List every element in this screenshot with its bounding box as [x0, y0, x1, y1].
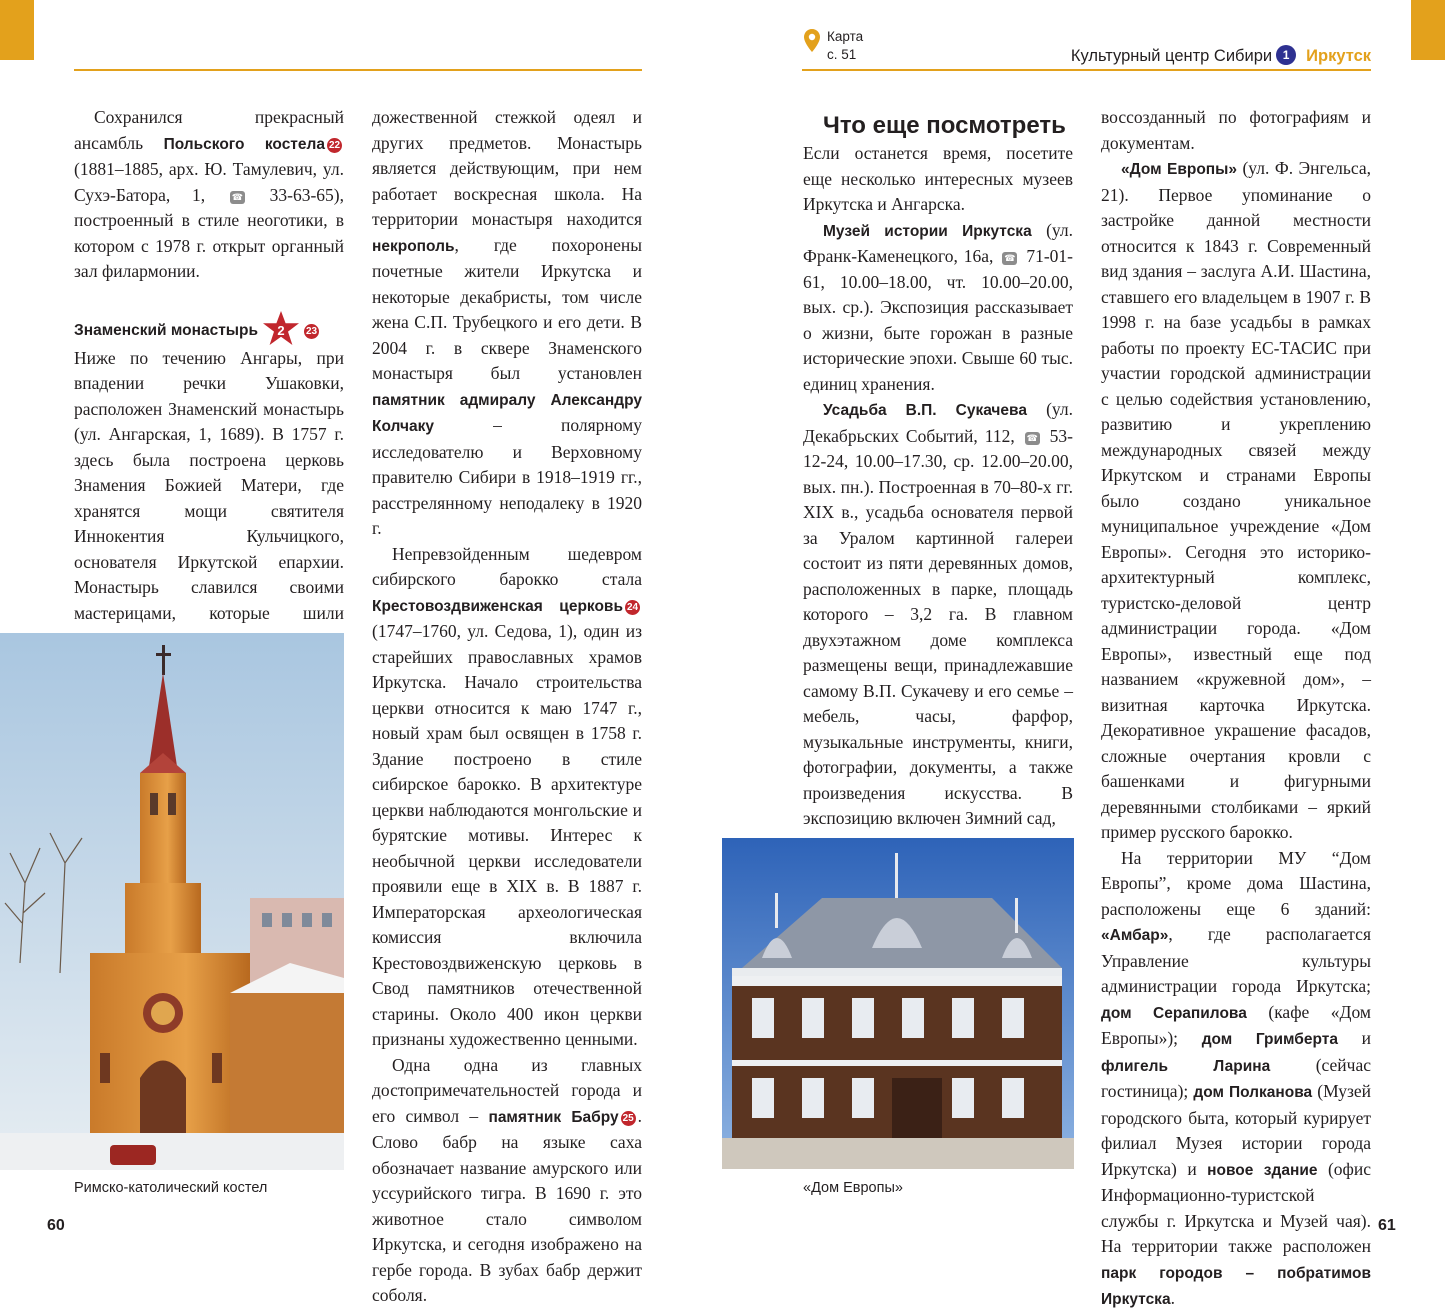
- mu-territory-paragraph: На территории МУ “Дом Европы”, кроме дома Шастина, расположены еще 6 зданий: «Амбар», где располагается Управление культуры администрации города Иркутска; дом Серапилова (кафе «Дом Европы»); дом Гримберта и флигель Ларина (сейчас гостиница); дом Полканова (Музей городского быта, который курирует филиал Музея истории города Иркутска) и новое здание (офис Информационно-туристской службы г. Иркутска и Музей чая). На территории также расположен парк городов – побратимов Иркутска.: [1101, 847, 1372, 1308]
- house-of-europe-paragraph: «Дом Европы» (ул. Ф. Энгельса, 21). Первое упоминание о застройке данной местности относится к 1843 г. Современный вид здания – заслуга А.И. Шастина, ставшего его владельцем в 1907 г. В 1998 г. на базе усадьбы в рамках работы по проекту ЕС-ТАСИС при участии городской администрации с целью содействия установлению, развитию и укреплению международных связей между Иркутском и странами Европы было создано уникальное муниципальное учреждение «Дом Европы». Сегодня это историко-архитектурный комплекс, туристско-деловой центр администрации города. «Дом Европы», известный еще под названием «кружевной дом», – визитная карточка Иркутска. Декоративное украшение фасадов, сложные очертания кровли с башенками и фигурными деревянными столбиками – яркий пример русского барокко.: [1101, 158, 1371, 842]
- map-marker-24: 24: [626, 601, 639, 613]
- serapilov-house-name: дом Серапилова: [1101, 1004, 1247, 1022]
- column-1: [74, 105, 344, 677]
- map-reference: [827, 28, 863, 64]
- map-page: с. 51: [827, 47, 857, 62]
- left-page-tab: [0, 0, 34, 60]
- sukachev-estate-name: Усадьба В.П. Сукачева: [823, 402, 1027, 419]
- left-photo-caption: Римско-католический костел: [74, 1180, 268, 1196]
- sukachev-paragraph: Усадьба В.П. Сукачева (ул. Декабрьских Событий, 112, ☎ 53-12-24, 10.00–17.30, ср. 12.00–20.00, вых. пн.). Построенная в 70–80-х гг. XIX в., усадьба основателя первой за Уралом картинной галереи состоит из пяти деревянных домов, расположенных в парке, площадь которого – 3,2 га. В главном двухэтажном доме комплекса размещены вещи, принадлежавшие самому В.П. Сукачеву и его семье – мебель, часы, фарфор, музыкальные инструменты, книги, фотографии, документы, а также произведения искусства. В экспозицию включен Зимний сад,: [803, 399, 1073, 828]
- larin-wing-name: флигель Ларина: [1101, 1057, 1271, 1075]
- left-header-rule: [74, 69, 642, 71]
- right-page-number: 61: [1378, 1217, 1396, 1234]
- section-header: [1071, 45, 1371, 66]
- catholic-church-photo: [0, 633, 344, 1170]
- right-photo-caption: «Дом Европы»: [803, 1180, 903, 1196]
- znamensky-heading: [74, 310, 344, 346]
- map-label: Карта: [827, 29, 864, 44]
- polkanov-house-name: дом Полканова: [1193, 1084, 1313, 1101]
- left-page-number: 60: [47, 1217, 65, 1234]
- monastery-continued-paragraph: дожественной стежкой одеял и других предметов. Монастырь является действующим, при нем работает воскресная школа. На территории монастыря находится некрополь, где похоронены почетные жители Иркутска и некоторые декабристы, том числе жена С.П. Трубецкого и его дети. В 2004 г. в сквере Знаменского монастыря был установлен памятник адмиралу Александру Колчаку – полярному исследователю и Верховному правителю Сибири в 1918–1919 гг., расстрелянному неподалеку в 1920 г.: [372, 107, 642, 538]
- krestovozdvizhenskaya-name: Крестовоздвиженская церковь: [372, 597, 623, 615]
- polish-church-name: Польского костела: [163, 135, 325, 153]
- necropolis-name: некрополь: [372, 237, 455, 255]
- column-4: [1101, 105, 1371, 1313]
- babr-monument-name: памятник Бабру: [488, 1108, 619, 1126]
- right-page-tab: [1411, 0, 1445, 60]
- twin-cities-park-name: парк городов – побратимов Иркутска: [1101, 1264, 1371, 1308]
- map-marker-22: 22: [328, 139, 341, 151]
- znamensky-paragraph: Ниже по течению Ангары, при впадении речки Ушаковки, расположен Знаменский монастырь (ул. Ангарская, 1, 1689). В 1757 г. здесь была построена церковь Знамения Божией Матери, где хранятся мощи святителя Иннокентия Кульчицкого, основателя Иркутской епархии. Монастырь славился своими мастерицами, которые шили: [74, 347, 344, 623]
- phone-icon: ☎: [1004, 253, 1016, 263]
- column-3: [803, 105, 1073, 832]
- winter-garden-continued: воссозданный по фотографиям и документам.: [1101, 107, 1371, 153]
- map-marker-23: 23: [305, 325, 318, 337]
- map-pin-icon: [803, 28, 821, 65]
- section-number-badge: 1: [1276, 45, 1296, 65]
- city-name: Иркутск: [1306, 47, 1371, 65]
- star-rating-icon: [262, 310, 300, 346]
- section-heading: Что еще посмотреть: [823, 112, 1066, 139]
- intro-paragraph: Если останется время, посетите еще несколько интересных музеев Иркутска и Ангарска.: [803, 143, 1073, 214]
- krestovozdvizhenskaya-paragraph: Непревзойденным шедевром сибирского барокко стала Крестовоздвиженская церковь 24 (1747–1760, ул. Седова, 1), один из старейших православных храмов Иркутска. Начало строительства церкви относится к маю 1747 г., новый храм был освящен в 1758 г. Здание построено в стиле сибирское барокко. В архитектуре церкви наблюдаются монгольские и бурятские мотивы. Интерес к необычной церкви исследователи проявили еще в XIX в. В 1887 г. Императорская археологическая комиссия включила Крестовоздвиженскую церковь в Свод памятников отечественной старины. Около 400 икон церкви признаны художественно ценными.: [372, 543, 642, 1049]
- ambar-name: «Амбар»: [1101, 927, 1169, 944]
- history-museum-paragraph: Музей истории Иркутска (ул. Франк-Каменецкого, 16а, ☎ 71-01-61, 10.00–18.00, чт. 10.00–20.00, вых. ср.). Экспозиция рассказывает о жизни, быте горожан в разные исторические эпохи. Свыше 60 тыс. единиц хранения.: [803, 219, 1074, 394]
- house-of-europe-name: «Дом Европы»: [1121, 161, 1238, 178]
- column-2: [372, 105, 642, 1309]
- polish-church-paragraph: Сохранился прекрасный ансамбль Польского костела 22 (1881–1885, арх. Ю. Тамулевич, ул. Сухэ-Батора, 1, ☎ 33-63-65), построенный в стиле неоготики, в котором с 1978 г. открыт органный зал филармонии.: [74, 107, 344, 281]
- section-title: Культурный центр Сибири: [1070, 47, 1273, 65]
- grimbert-house-name: дом Гримберта: [1201, 1031, 1338, 1048]
- history-museum-name: Музей истории Иркутска: [823, 222, 1032, 240]
- znamensky-title: Знаменский монастырь: [74, 321, 259, 339]
- map-marker-25: 25: [622, 1112, 634, 1124]
- star-number: 2: [277, 322, 285, 338]
- kolchak-monument-name: памятник адмиралу Александру Колчаку: [372, 391, 642, 435]
- right-header-rule: [802, 69, 1371, 71]
- new-building-name: новое здание: [1207, 1161, 1318, 1179]
- phone-icon: ☎: [1026, 432, 1038, 443]
- house-of-europe-photo: [722, 838, 1074, 1169]
- phone-icon: ☎: [231, 191, 243, 202]
- babr-paragraph: Одна одна из главных достопримечательностей города и его символ – памятник Бабру 25 . Слово бабр на языке саха обозначает название амурского или уссурийского тигра. В 1690 г. это животное стало символом Иркутска, и сегодня изображено на гербе города. В зубах бабр держит соболя.: [372, 1054, 642, 1305]
